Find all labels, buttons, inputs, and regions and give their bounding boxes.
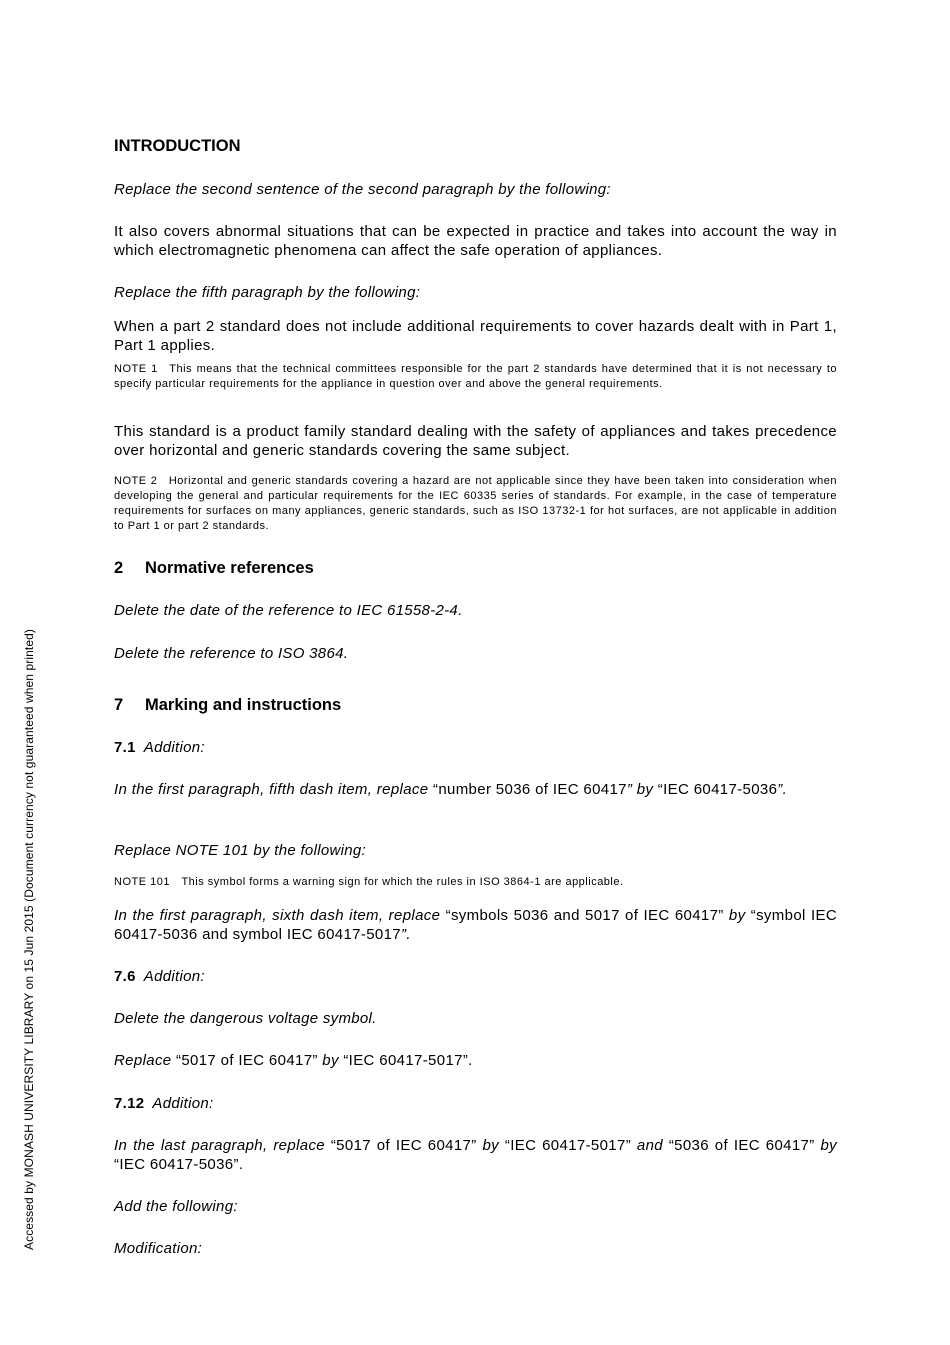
text-run: In the first paragraph, sixth dash item, replace — [114, 907, 446, 924]
section-2-heading — [114, 559, 837, 578]
subclause-7-6-number: 7.6 — [114, 968, 136, 985]
text-run: ”. — [400, 925, 411, 943]
text-run: “number 5036 of IEC 60417 — [432, 781, 627, 798]
text-run: ” by — [626, 781, 658, 798]
text-run: “5017 of IEC 60417” — [324, 1137, 483, 1154]
text-run: by — [322, 1052, 339, 1069]
subclause-7-6-paragraph-2 — [114, 1052, 837, 1071]
section-2-title: Normative references — [145, 559, 314, 577]
subclause-7-12-number: 7.12 — [114, 1095, 145, 1112]
text-run: by — [482, 1137, 499, 1154]
intro-instruction-1: Replace the second sentence of the second paragraph by the following: — [114, 181, 611, 198]
intro-paragraph-3: This standard is a product family standard dealing with the safety of appliances and takes precedence over horizontal and generic standards covering the same subject. — [114, 423, 837, 459]
section-2-item-1: Delete the date of the reference to IEC 61558-2-4. — [114, 602, 463, 619]
subclause-7-12-paragraph-1 — [114, 1137, 837, 1174]
text-run: by — [723, 907, 751, 924]
text-run: “IEC 60417-5017” — [499, 1137, 637, 1154]
text-run: “IEC 60417-5036 — [657, 781, 778, 798]
text-run: “symbols 5036 and 5017 of IEC 60417” — [445, 907, 724, 924]
intro-note-2: NOTE 2 Horizontal and generic standards covering a hazard are not applicable since they have been taken into consideration when developing the general and particular requirements for the IEC 60335 series of standards. For example, in the case of temperature requirements for surfaces on many appliances, generic standards, such as ISO 13732-1 for hot surfaces, are not applicable in addition to Part 1 or part 2 standards. — [114, 475, 837, 532]
section-2-item-2: Delete the reference to ISO 3864. — [114, 645, 349, 662]
subclause-7-1-paragraph-1 — [114, 781, 837, 800]
intro-instruction-2: Replace the fifth paragraph by the following: — [114, 284, 421, 301]
intro-paragraph-1: It also covers abnormal situations that can be expected in practice and takes into account the way in which electromagnetic phenomena can affect the safe operation of appliances. — [114, 223, 837, 259]
intro-paragraph-2: When a part 2 standard does not include additional requirements to cover hazards dealt with in Part 1, Part 1 applies. — [114, 318, 837, 354]
section-7-number: 7 — [114, 696, 124, 714]
subclause-7-6-label: Addition: — [143, 968, 205, 985]
subclause-7-12-modification: Modification: — [114, 1240, 203, 1257]
note-101: NOTE 101 This symbol forms a warning sign for which the rules in ISO 3864-1 are applicable. — [114, 876, 624, 888]
text-run: In the last paragraph, replace — [114, 1137, 325, 1154]
text-run: “5036 of IEC 60417” — [662, 1137, 821, 1154]
section-7-title: Marking and instructions — [145, 696, 342, 714]
subclause-7-12 — [114, 1095, 837, 1112]
subclause-7-1-paragraph-2 — [114, 907, 837, 944]
text-run: “symbol IEC 60417-5036 and symbol IEC 60417-5017 — [114, 907, 838, 943]
text-run: “IEC 60417-5036”. — [114, 1155, 244, 1173]
text-run: by — [820, 1137, 837, 1154]
text-run: ”. — [777, 781, 788, 798]
subclause-7-6-paragraph-1: Delete the dangerous voltage symbol. — [114, 1010, 377, 1027]
subclause-7-1-number: 7.1 — [114, 739, 136, 756]
section-2-number: 2 — [114, 559, 124, 577]
subclause-7-12-label: Addition: — [152, 1095, 214, 1112]
access-watermark: Accessed by MONASH UNIVERSITY LIBRARY on 15 Jun 2015 (Document currency not guaranteed when printed) — [22, 629, 36, 1250]
text-run: and — [636, 1137, 663, 1154]
intro-heading: INTRODUCTION — [114, 137, 241, 155]
text-run: In the first paragraph, fifth dash item, replace — [114, 781, 433, 798]
subclause-7-12-add: Add the following: — [114, 1198, 238, 1215]
intro-note-1: NOTE 1 This means that the technical committees responsible for the part 2 standards have determined that it is not necessary to specify particular requirements for the appliance in question over and above the general requirements. — [114, 363, 837, 390]
subclause-7-1-label: Addition: — [143, 739, 205, 756]
text-run: “5017 of IEC 60417” — [171, 1052, 323, 1069]
section-7-heading — [114, 696, 837, 715]
subclause-7-6 — [114, 968, 837, 985]
text-run: Replace — [114, 1052, 172, 1069]
subclause-7-1-instruction: Replace NOTE 101 by the following: — [114, 842, 366, 859]
subclause-7-1 — [114, 739, 837, 756]
text-run: “IEC 60417-5017”. — [338, 1052, 473, 1069]
